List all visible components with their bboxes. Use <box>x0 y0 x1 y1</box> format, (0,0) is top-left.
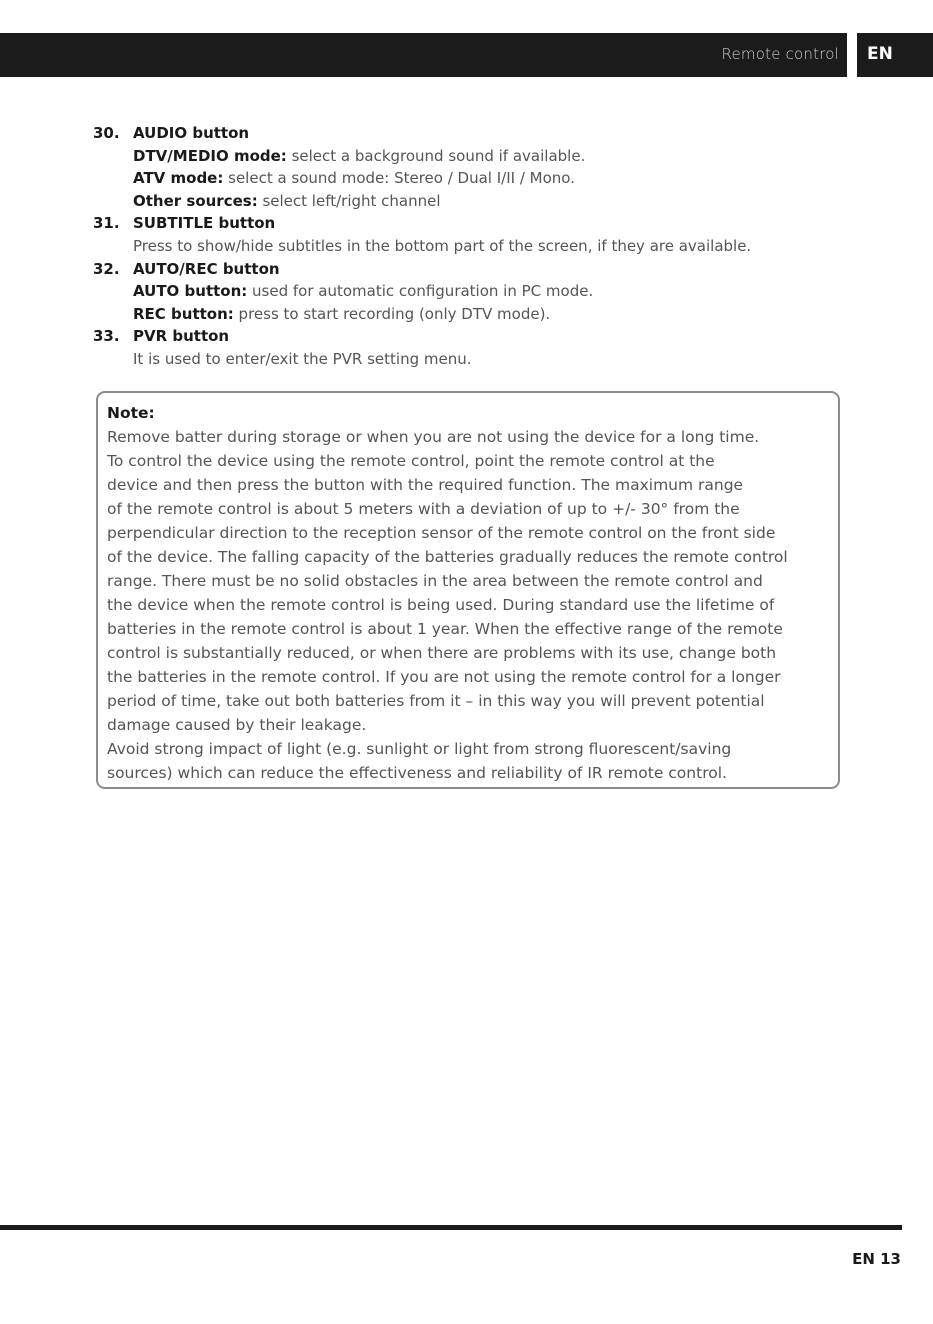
item-number: 32. <box>93 259 120 278</box>
footer-divider <box>0 1225 902 1230</box>
item-line <box>133 190 853 213</box>
item-title: AUTO/REC button <box>133 259 280 278</box>
note-line: device and then press the button with the required function. The maximum range <box>107 476 744 494</box>
header-bar <box>0 33 847 77</box>
item-title: PVR button <box>133 327 230 346</box>
item-line-text: Press to show/hide subtitles in the bottom part of the screen, if they are available. <box>133 236 752 255</box>
note-line: control is substantially reduced, or when there are problems with its use, change both <box>107 644 777 662</box>
note-title: Note: <box>107 404 155 422</box>
item-line-label: ATV mode: <box>133 169 224 188</box>
note-line: To control the device using the remote control, point the remote control at the <box>107 452 715 470</box>
item-line-text: press to start recording (only DTV mode). <box>233 304 551 323</box>
item-auto-rec <box>93 258 853 326</box>
note-line: period of time, take out both batteries from it – in this way you will prevent potential <box>107 692 765 710</box>
item-audio <box>93 122 853 212</box>
item-line-text: select left/right channel <box>257 191 441 210</box>
item-line-text: used for automatic configuration in PC mode. <box>247 282 594 301</box>
note-line: sources) which can reduce the effectiveness and reliability of IR remote control. <box>107 764 727 782</box>
note-line: batteries in the remote control is about 1 year. When the effective range of the remote <box>107 620 783 638</box>
note-line: the batteries in the remote control. If you are not using the remote control for a longer <box>107 668 781 686</box>
item-number: 31. <box>93 214 120 233</box>
item-line-label: DTV/MEDIO mode: <box>133 146 287 165</box>
language-badge <box>857 33 933 77</box>
item-title: AUDIO button <box>133 124 250 142</box>
note-line: the device when the remote control is being used. During standard use the lifetime of <box>107 596 775 614</box>
item-line-label: REC button: <box>133 304 234 323</box>
item-line-label: Other sources: <box>133 191 258 210</box>
note-line: Avoid strong impact of light (e.g. sunlight or light from strong fluorescent/saving <box>107 740 732 758</box>
item-line <box>133 235 853 258</box>
note-line: perpendicular direction to the reception sensor of the remote control on the front side <box>107 524 776 542</box>
item-line <box>133 167 853 190</box>
section-title: Remote control <box>721 45 839 63</box>
language-label: EN <box>867 44 893 64</box>
note-line: Remove batter during storage or when you are not using the device for a long time. <box>107 428 760 446</box>
item-line-label: AUTO button: <box>133 282 248 301</box>
item-line <box>133 145 853 168</box>
item-line <box>133 348 853 371</box>
item-pvr <box>93 325 853 370</box>
page-number: EN 13 <box>852 1250 901 1268</box>
item-title: SUBTITLE button <box>133 214 276 233</box>
item-line <box>133 303 853 326</box>
item-line-text: select a background sound if available. <box>286 146 586 165</box>
item-line-text: It is used to enter/exit the PVR setting menu. <box>133 349 472 368</box>
note-box <box>96 391 840 789</box>
note-line: range. There must be no solid obstacles in the area between the remote control and <box>107 572 763 590</box>
note-line: damage caused by their leakage. <box>107 716 367 734</box>
item-number: 33. <box>93 327 120 346</box>
note-line: of the device. The falling capacity of the batteries gradually reduces the remote control <box>107 548 788 566</box>
item-line-text: select a sound mode: Stereo / Dual I/II / Mono. <box>223 169 575 188</box>
note-line: of the remote control is about 5 meters with a deviation of up to +/- 30° from the <box>107 500 740 518</box>
item-subtitle <box>93 212 853 257</box>
button-descriptions <box>93 122 853 371</box>
item-number: 30. <box>93 124 120 142</box>
item-line <box>133 280 853 303</box>
